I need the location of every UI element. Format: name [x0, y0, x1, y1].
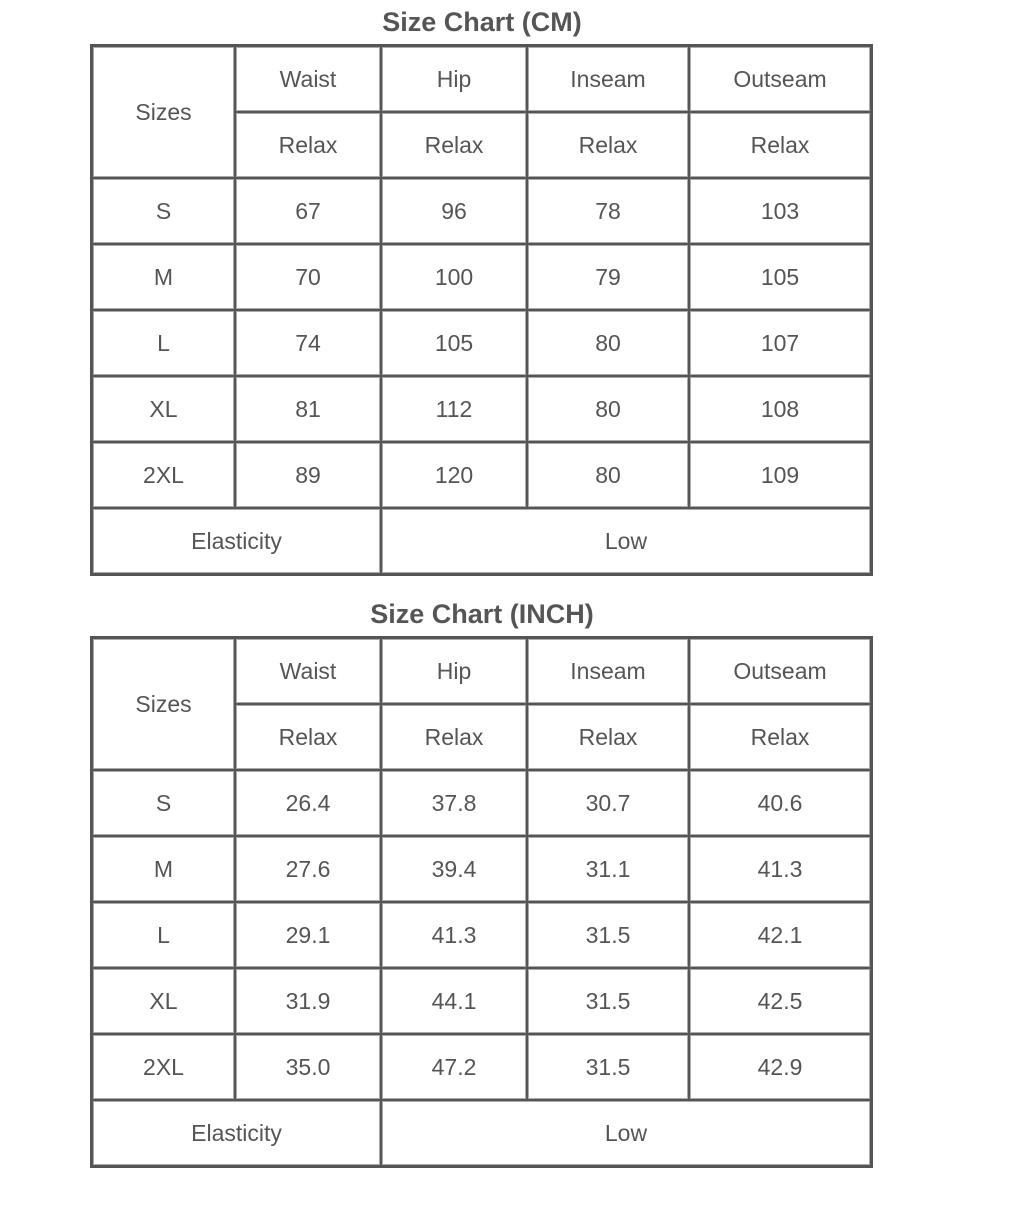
cm-chart-title: Size Chart (CM) — [382, 7, 582, 37]
table-row — [92, 770, 871, 836]
table-row — [92, 836, 871, 902]
table-row — [92, 442, 871, 508]
outseam-cell: 42.5 — [689, 968, 871, 1034]
hip-fit-label: Relax — [381, 704, 527, 770]
elasticity-label: Elasticity — [92, 508, 381, 574]
elasticity-value: Low — [381, 508, 871, 574]
outseam-cell: 42.1 — [689, 902, 871, 968]
inseam-header: Inseam — [527, 46, 689, 112]
size-cell: L — [92, 902, 235, 968]
header-row — [92, 46, 871, 112]
hip-header: Hip — [381, 638, 527, 704]
table-row — [92, 376, 871, 442]
hip-cell: 44.1 — [381, 968, 527, 1034]
outseam-cell: 42.9 — [689, 1034, 871, 1100]
hip-cell: 37.8 — [381, 770, 527, 836]
elasticity-value: Low — [381, 1100, 871, 1166]
table-row — [92, 178, 871, 244]
hip-header: Hip — [381, 46, 527, 112]
hip-cell: 112 — [381, 376, 527, 442]
size-cell: 2XL — [92, 1034, 235, 1100]
inseam-header: Inseam — [527, 638, 689, 704]
size-cell: L — [92, 310, 235, 376]
table-row — [92, 902, 871, 968]
cm-size-table — [90, 44, 873, 576]
waist-cell: 89 — [235, 442, 381, 508]
size-cell: S — [92, 770, 235, 836]
table-row — [92, 1034, 871, 1100]
size-cell: S — [92, 178, 235, 244]
outseam-header: Outseam — [689, 638, 871, 704]
inseam-fit-label: Relax — [527, 704, 689, 770]
table-row — [92, 968, 871, 1034]
inseam-cell: 78 — [527, 178, 689, 244]
hip-fit-label: Relax — [381, 112, 527, 178]
hip-cell: 39.4 — [381, 836, 527, 902]
size-cell: XL — [92, 376, 235, 442]
waist-header: Waist — [235, 46, 381, 112]
sizes-header: Sizes — [92, 638, 235, 770]
elasticity-row — [92, 508, 871, 574]
inch-chart-title: Size Chart (INCH) — [370, 599, 594, 629]
hip-cell: 105 — [381, 310, 527, 376]
inseam-cell: 31.5 — [527, 902, 689, 968]
sizes-header: Sizes — [92, 46, 235, 178]
outseam-cell: 107 — [689, 310, 871, 376]
hip-cell: 120 — [381, 442, 527, 508]
waist-cell: 35.0 — [235, 1034, 381, 1100]
elasticity-label: Elasticity — [92, 1100, 381, 1166]
waist-fit-label: Relax — [235, 112, 381, 178]
outseam-cell: 109 — [689, 442, 871, 508]
inseam-fit-label: Relax — [527, 112, 689, 178]
waist-cell: 70 — [235, 244, 381, 310]
waist-cell: 67 — [235, 178, 381, 244]
elasticity-row — [92, 1100, 871, 1166]
inseam-cell: 80 — [527, 310, 689, 376]
inseam-cell: 80 — [527, 442, 689, 508]
outseam-cell: 108 — [689, 376, 871, 442]
inseam-cell: 31.5 — [527, 1034, 689, 1100]
hip-cell: 96 — [381, 178, 527, 244]
hip-cell: 100 — [381, 244, 527, 310]
size-cell: XL — [92, 968, 235, 1034]
inseam-cell: 31.5 — [527, 968, 689, 1034]
outseam-cell: 40.6 — [689, 770, 871, 836]
size-cell: M — [92, 836, 235, 902]
outseam-cell: 103 — [689, 178, 871, 244]
waist-cell: 31.9 — [235, 968, 381, 1034]
inseam-cell: 31.1 — [527, 836, 689, 902]
size-cell: 2XL — [92, 442, 235, 508]
inseam-cell: 80 — [527, 376, 689, 442]
table-row — [92, 310, 871, 376]
hip-cell: 47.2 — [381, 1034, 527, 1100]
outseam-fit-label: Relax — [689, 112, 871, 178]
waist-cell: 26.4 — [235, 770, 381, 836]
hip-cell: 41.3 — [381, 902, 527, 968]
inseam-cell: 79 — [527, 244, 689, 310]
waist-cell: 74 — [235, 310, 381, 376]
outseam-cell: 41.3 — [689, 836, 871, 902]
size-cell: M — [92, 244, 235, 310]
table-row — [92, 244, 871, 310]
waist-header: Waist — [235, 638, 381, 704]
outseam-header: Outseam — [689, 46, 871, 112]
inch-size-table — [90, 636, 873, 1168]
outseam-fit-label: Relax — [689, 704, 871, 770]
header-row — [92, 638, 871, 704]
outseam-cell: 105 — [689, 244, 871, 310]
inseam-cell: 30.7 — [527, 770, 689, 836]
waist-cell: 81 — [235, 376, 381, 442]
waist-fit-label: Relax — [235, 704, 381, 770]
waist-cell: 29.1 — [235, 902, 381, 968]
waist-cell: 27.6 — [235, 836, 381, 902]
